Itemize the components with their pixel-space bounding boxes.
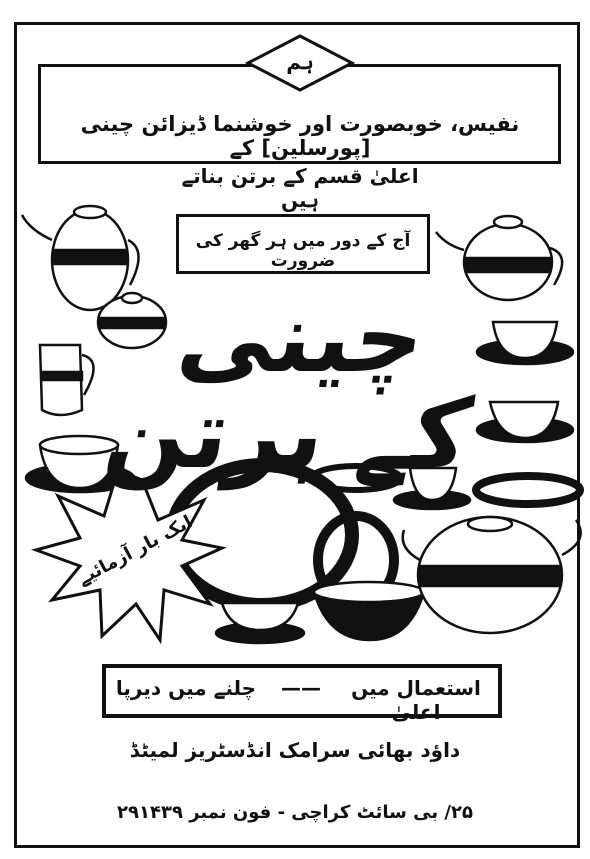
- teapot-right-icon: [436, 216, 562, 300]
- milk-jug-icon: [40, 345, 94, 415]
- company-name: داؤد بھائی سرامک انڈسٹریز لمیٹڈ: [129, 738, 461, 762]
- headline: چینی کے برتن: [98, 282, 478, 490]
- company-address: ۲۵/ بی سائٹ کراچی - فون نمبر ۲۹۱۴۳۹: [117, 802, 473, 823]
- tagline-text: آج کے دور میں ہر گھر کی ضرورت: [195, 231, 411, 271]
- header-line-1: نفیس، خوبصورت اور خوشنما ڈیزائن چینی [پورسلین] کے: [80, 112, 520, 160]
- slogan-separator: ——: [281, 676, 321, 700]
- slogan-left: چلنے میں دیرپا: [115, 676, 257, 700]
- header-badge: ہم: [286, 50, 314, 74]
- starburst-text: ایک بار آزمائیے: [74, 511, 196, 590]
- slogan-right: استعمال میں اعلیٰ: [351, 676, 481, 724]
- bowls-icon: [216, 582, 424, 643]
- header-line-2: اعلیٰ قسم کے برتن بناتے ہیں: [181, 164, 419, 212]
- cup-saucer-right-2-icon: [477, 402, 573, 442]
- teapot-large-icon: [403, 517, 581, 633]
